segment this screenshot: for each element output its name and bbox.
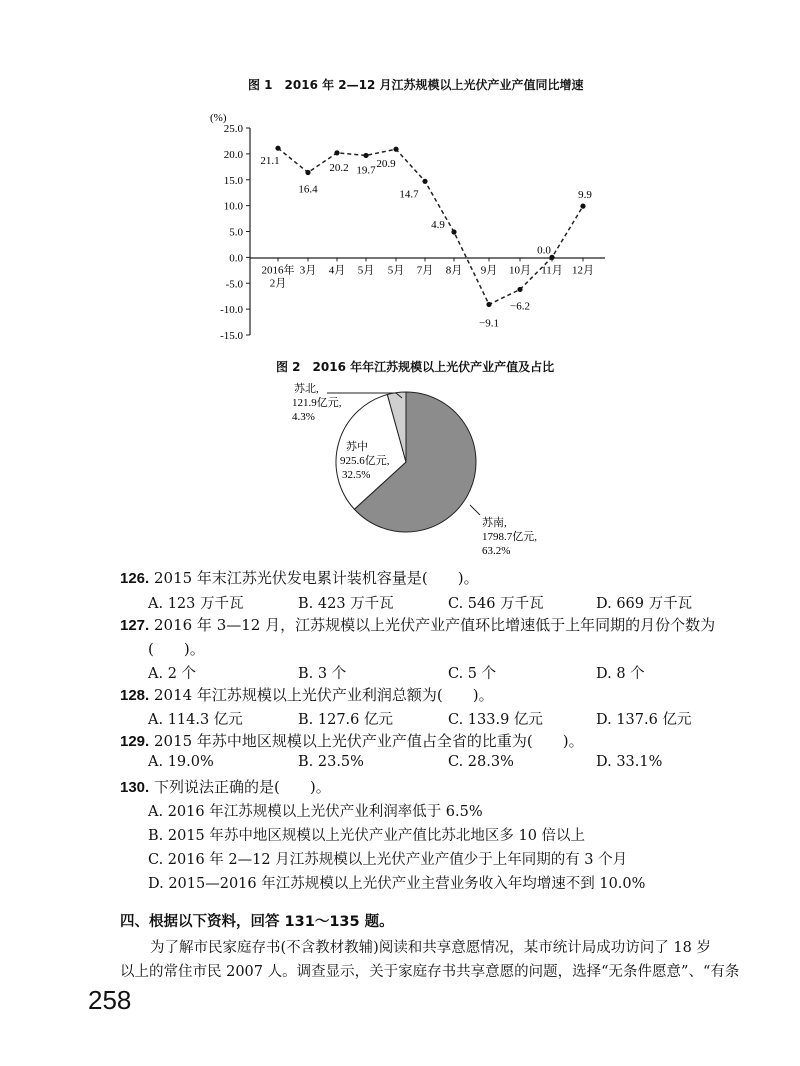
question-126 — [120, 567, 479, 588]
y-tick-label: 15.0 — [223, 174, 243, 187]
x-tick-label: 5月 — [357, 264, 375, 277]
question-text: 2014 年江苏规模以上光伏产业利润总额为( )。 — [153, 686, 494, 704]
question-127 — [120, 614, 715, 635]
x-tick-label: 8月 — [445, 264, 463, 277]
data-label: 20.2 — [329, 161, 349, 174]
pie-label-sunan-name: 苏南, — [482, 517, 507, 529]
pie-label-subei-value: 121.9亿元, — [292, 397, 342, 409]
y-tick-label: 10.0 — [223, 200, 243, 213]
question-text: 2015 年苏中地区规模以上光伏产业产值占全省的比重为( )。 — [153, 732, 584, 750]
q128-option-a: A. 114.3 亿元 — [148, 712, 243, 728]
question-number: 128. — [120, 687, 150, 704]
data-label: −6.2 — [510, 300, 530, 313]
y-unit-label: (%) — [210, 112, 227, 124]
y-tick-label: -5.0 — [225, 278, 243, 291]
y-tick-label: -10.0 — [220, 304, 243, 317]
pie-label-suzhong-percent: 32.5% — [342, 469, 371, 481]
data-point — [517, 287, 522, 292]
data-label: 0.0 — [537, 244, 551, 257]
paragraph-line-2: 以上的常住市民 2007 人。调查显示，关于家庭存书共享意愿的问题，选择“无条件愿意”、“有条 — [120, 964, 740, 980]
pie-label-sunan-percent: 63.2% — [482, 545, 511, 557]
q130-option-b: B. 2015 年苏中地区规模以上光伏产业产值比苏北地区多 10 倍以上 — [148, 828, 586, 844]
x-tick-label: 4月 — [328, 264, 346, 277]
q130-option-d: D. 2015—2016 年江苏规模以上光伏产业主营业务收入年均增速不到 10.0% — [148, 876, 646, 892]
x-tick-label: 3月 — [299, 264, 317, 277]
question-number: 130. — [120, 779, 150, 796]
q129-option-b: B. 23.5% — [298, 754, 364, 770]
q129-option-d: D. 33.1% — [596, 754, 663, 770]
data-point — [486, 302, 491, 307]
x-tick-label: 5月 — [387, 264, 405, 277]
data-label: 21.1 — [260, 155, 280, 168]
question-text: 2015 年末江苏光伏发电累计装机容量是( )。 — [153, 569, 479, 587]
q128-option-c: C. 133.9 亿元 — [448, 712, 543, 728]
question-128 — [120, 684, 494, 705]
data-point — [275, 146, 280, 151]
q130-option-c: C. 2016 年 2—12 月江苏规模以上光伏产业产值少于上年同期的有 3 个月 — [148, 852, 628, 868]
data-point — [451, 229, 456, 234]
figure1-line-chart — [200, 100, 620, 350]
data-point — [422, 179, 427, 184]
page-number: 258 — [88, 985, 132, 1015]
q130-option-a: A. 2016 年江苏规模以上光伏产业利润率低于 6.5% — [148, 804, 483, 820]
question-130 — [120, 776, 331, 797]
data-point — [305, 170, 310, 175]
question-number: 129. — [120, 733, 150, 750]
question-number: 127. — [120, 617, 150, 634]
data-label: 16.4 — [298, 183, 318, 196]
y-tick-label: 25.0 — [223, 123, 243, 135]
y-tick-label: 0.0 — [229, 252, 243, 265]
data-label: 20.9 — [376, 158, 396, 171]
q127-option-a: A. 2 个 — [148, 666, 197, 682]
q128-option-d: D. 137.6 亿元 — [596, 712, 692, 728]
x-tick-label: 9月 — [480, 264, 498, 277]
data-label: 14.7 — [399, 188, 419, 201]
data-label: 19.7 — [356, 164, 376, 177]
q126-option-c: C. 546 万千瓦 — [448, 596, 544, 612]
x-tick-label: 12月 — [572, 264, 594, 277]
y-tick-label: 5.0 — [229, 226, 243, 239]
q128-option-b: B. 127.6 亿元 — [298, 712, 393, 728]
pie-label-subei-name: 苏北, — [294, 383, 319, 395]
figure2-pie-chart — [270, 380, 590, 560]
q126-option-d: D. 669 万千瓦 — [596, 596, 693, 612]
x-tick-label: 2月 — [269, 277, 287, 290]
pie-label-sunan-value: 1798.7亿元, — [482, 531, 537, 543]
y-tick-label: 20.0 — [223, 148, 243, 161]
question-number: 126. — [120, 570, 150, 587]
data-label: −9.1 — [479, 317, 499, 330]
data-label: 4.9 — [431, 219, 445, 232]
question-text: 2016 年 3—12 月，江苏规模以上光伏产业产值环比增速低于上年同期的月份个数为 — [153, 616, 716, 634]
x-tick-label: 10月 — [509, 264, 531, 277]
section-heading: 四、根据以下资料，回答 131～135 题。 — [120, 914, 394, 930]
paragraph-line-1: 为了解市民家庭存书(不含教材教辅)阅读和共享意愿情况，某市统计局成功访问了 18 岁 — [150, 940, 711, 956]
x-tick-label: 7月 — [416, 264, 434, 277]
q126-option-b: B. 423 万千瓦 — [298, 596, 394, 612]
q126-option-a: A. 123 万千瓦 — [148, 596, 244, 612]
x-tick-label: 11月 — [541, 264, 563, 277]
data-point — [393, 147, 398, 152]
q127-option-c: C. 5 个 — [448, 666, 497, 682]
pie-label-subei-percent: 4.3% — [292, 411, 315, 423]
y-tick-label: -15.0 — [220, 330, 243, 342]
figure1-title: 图 1 2016 年 2—12 月江苏规模以上光伏产业产值同比增速 — [248, 78, 584, 92]
x-tick-label: 2016年 — [261, 264, 295, 277]
data-point — [580, 204, 585, 209]
q129-option-a: A. 19.0% — [148, 754, 214, 770]
figure2-title: 图 2 2016 年年江苏规模以上光伏产业产值及占比 — [276, 360, 555, 374]
q129-option-c: C. 28.3% — [448, 754, 514, 770]
pie-label-suzhong-name: 苏中 — [346, 441, 368, 453]
data-point — [334, 150, 339, 155]
data-point — [363, 153, 368, 158]
question-text: 下列说法正确的是( )。 — [153, 778, 331, 796]
question-127-continuation: ( )。 — [148, 640, 205, 658]
q127-option-d: D. 8 个 — [596, 666, 645, 682]
question-129 — [120, 730, 584, 751]
data-label: 9.9 — [578, 189, 592, 202]
pie-label-suzhong-value: 925.6亿元, — [340, 455, 390, 467]
q127-option-b: B. 3 个 — [298, 666, 347, 682]
sunan-leader-line — [470, 505, 480, 515]
